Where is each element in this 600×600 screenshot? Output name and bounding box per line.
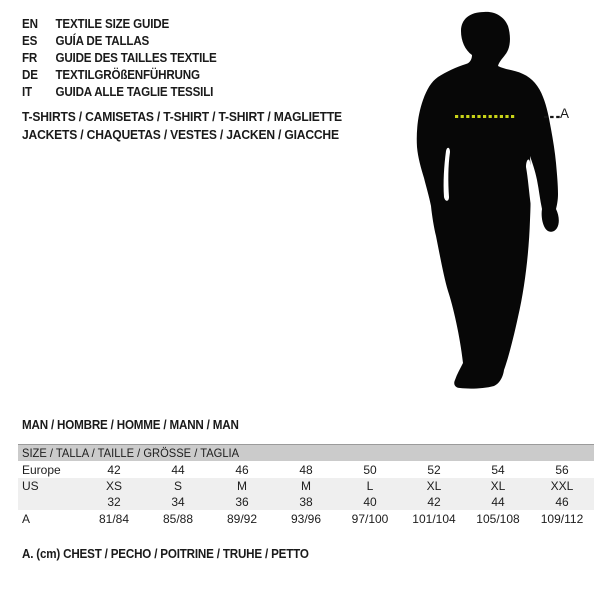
size-cell: 48 (299, 462, 313, 477)
man-silhouette-svg (398, 6, 578, 396)
list-item (22, 67, 217, 84)
size-cell: 93/96 (290, 512, 322, 526)
size-cell: XL (426, 479, 442, 493)
language-code: IT (22, 85, 32, 100)
size-cell: 81/84 (98, 512, 130, 526)
language-code: EN (22, 16, 38, 31)
language-code: DE (22, 68, 38, 83)
size-cell: 105/108 (476, 512, 520, 526)
size-table-header-label: SIZE / TALLA / TAILLE / GRÖSSE / TAGLIA (22, 446, 240, 460)
language-code: FR (22, 50, 38, 65)
man-silhouette-path (417, 12, 559, 389)
size-cell: 52 (427, 462, 441, 477)
size-cell: XXL (550, 479, 574, 493)
size-cell: 44 (171, 462, 185, 477)
garment-line-jackets: JACKETS / CHAQUETAS / VESTES / JACKEN / GIACCHE (22, 126, 339, 142)
size-cell: 42 (107, 462, 121, 477)
section-title-man: MAN / HOMBRE / HOMME / MANN / MAN (22, 418, 239, 432)
size-cell: 85/88 (162, 512, 194, 526)
table-row-chest-cm (18, 510, 594, 528)
size-cell: 40 (363, 495, 377, 509)
measure-label-a: A (560, 106, 570, 121)
size-cell: 101/104 (412, 512, 456, 526)
table-row-numeric (18, 494, 594, 510)
garment-types (22, 108, 366, 143)
size-cell: 109/112 (540, 512, 584, 526)
size-table (18, 444, 594, 528)
language-label: TEXTILE SIZE GUIDE (55, 16, 170, 31)
list-item (22, 49, 217, 66)
row-label: Europe (22, 462, 61, 477)
list-item (22, 32, 217, 49)
table-row-us (18, 478, 594, 494)
size-cell: M (301, 479, 311, 493)
list-item (22, 84, 217, 101)
language-label: GUIDA ALLE TAGLIE TESSILI (55, 85, 214, 100)
size-cell: 36 (235, 495, 249, 509)
size-cell: L (366, 479, 374, 493)
size-cell: 50 (363, 462, 377, 477)
language-label: GUÍA DE TALLAS (55, 33, 150, 48)
size-cell: 38 (299, 495, 313, 509)
size-cell: S (173, 479, 182, 493)
man-silhouette-figure (398, 6, 578, 396)
row-label: A (22, 512, 31, 526)
size-cell: 97/100 (351, 512, 389, 526)
size-cell: 44 (491, 495, 505, 509)
size-cell: 42 (427, 495, 441, 509)
language-label: GUIDE DES TAILLES TEXTILE (55, 50, 217, 65)
garment-line-tshirts: T-SHIRTS / CAMISETAS / T-SHIRT / T-SHIRT / MAGLIETTE (22, 109, 342, 124)
size-cell: 34 (171, 495, 185, 509)
size-cell: 46 (235, 462, 249, 477)
language-label: TEXTILGRÖßENFÜHRUNG (55, 68, 200, 83)
size-cell: 32 (107, 495, 121, 509)
size-cell: 46 (555, 495, 569, 509)
size-cell: 89/92 (226, 512, 258, 526)
size-cell: 56 (555, 462, 569, 477)
size-cell: XS (105, 479, 122, 493)
language-guide-list (22, 15, 231, 101)
size-table-header (18, 444, 594, 461)
table-row-europe (18, 461, 594, 478)
size-cell: M (237, 479, 247, 493)
size-cell: 54 (491, 462, 505, 477)
size-cell: XL (490, 479, 506, 493)
row-label: US (22, 479, 39, 493)
measurement-footnote: A. (cm) CHEST / PECHO / POITRINE / TRUHE / PETTO (22, 547, 309, 561)
language-code: ES (22, 33, 38, 48)
list-item (22, 15, 217, 32)
